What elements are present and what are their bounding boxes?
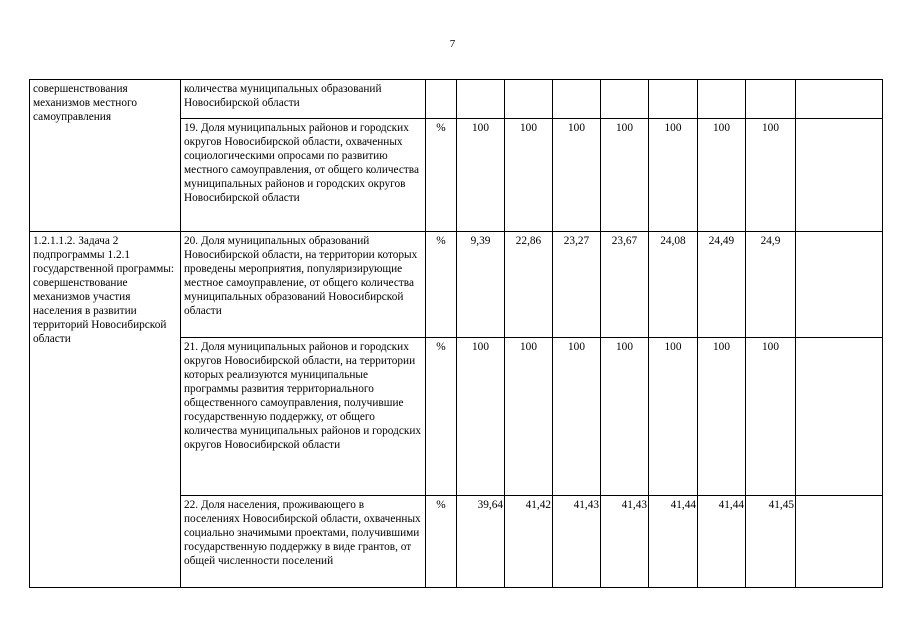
indicator-cell: количества муниципальных образований Новосибирской области [181, 80, 426, 119]
value-cell: 100 [505, 119, 553, 232]
value-cell: 100 [746, 338, 796, 496]
value-cell: 100 [601, 119, 649, 232]
note-cell [796, 338, 883, 496]
unit-cell [426, 80, 457, 119]
value-cell: 41,42 [505, 496, 553, 588]
note-cell [796, 496, 883, 588]
unit-cell: % [426, 119, 457, 232]
indicators-table [29, 79, 883, 588]
value-cell: 100 [553, 338, 601, 496]
value-cell: 24,08 [649, 232, 698, 338]
value-cell [649, 80, 698, 119]
value-cell: 41,43 [553, 496, 601, 588]
value-cell: 100 [698, 338, 746, 496]
value-cell: 39,64 [457, 496, 505, 588]
value-cell: 100 [457, 338, 505, 496]
task-cell: 1.2.1.1.2. Задача 2 подпрограммы 1.2.1 государственной программы: совершенствование механизмов участия населения в развитии территорий Новосибирской области [30, 232, 181, 588]
value-cell: 100 [505, 338, 553, 496]
value-cell: 41,44 [649, 496, 698, 588]
value-cell: 100 [457, 119, 505, 232]
value-cell [457, 80, 505, 119]
indicator-cell: 19. Доля муниципальных районов и городских округов Новосибирской области, охваченных социологическими опросами по развитию местного самоуправления, от общего количества муниципальных районов и городских округов Новосибирской области [181, 119, 426, 232]
task-cell: совершенствования механизмов местного самоуправления [30, 80, 181, 232]
value-cell: 100 [553, 119, 601, 232]
note-cell [796, 80, 883, 119]
value-cell: 100 [746, 119, 796, 232]
indicator-cell: 22. Доля населения, проживающего в поселениях Новосибирской области, охваченных социально значимыми проектами, получившими государственную поддержку в виде грантов, от общей численности поселений [181, 496, 426, 588]
unit-cell: % [426, 338, 457, 496]
value-cell [746, 80, 796, 119]
note-cell [796, 119, 883, 232]
value-cell: 24,9 [746, 232, 796, 338]
indicator-cell: 20. Доля муниципальных образований Новосибирской области, на территории которых проведены мероприятия, популяризирующие местное самоуправление, от общего количества муниципальных образований Новосибирской области [181, 232, 426, 338]
value-cell: 41,45 [746, 496, 796, 588]
page-number: 7 [449, 38, 456, 50]
value-cell: 100 [601, 338, 649, 496]
value-cell: 23,67 [601, 232, 649, 338]
value-cell: 41,43 [601, 496, 649, 588]
value-cell: 9,39 [457, 232, 505, 338]
value-cell: 100 [649, 338, 698, 496]
value-cell [553, 80, 601, 119]
table-row [30, 232, 883, 338]
note-cell [796, 232, 883, 338]
value-cell: 41,44 [698, 496, 746, 588]
value-cell: 22,86 [505, 232, 553, 338]
value-cell: 23,27 [553, 232, 601, 338]
value-cell: 100 [649, 119, 698, 232]
value-cell [601, 80, 649, 119]
value-cell [505, 80, 553, 119]
value-cell [698, 80, 746, 119]
unit-cell: % [426, 232, 457, 338]
table-row [30, 80, 883, 119]
indicator-cell: 21. Доля муниципальных районов и городских округов Новосибирской области, на территории которых реализуются муниципальные программы развития территориального общественного самоуправления, получившие государственную поддержку, от общего количества муниципальных районов и городских округов Новосибирской области [181, 338, 426, 496]
value-cell: 100 [698, 119, 746, 232]
unit-cell: % [426, 496, 457, 588]
value-cell: 24,49 [698, 232, 746, 338]
